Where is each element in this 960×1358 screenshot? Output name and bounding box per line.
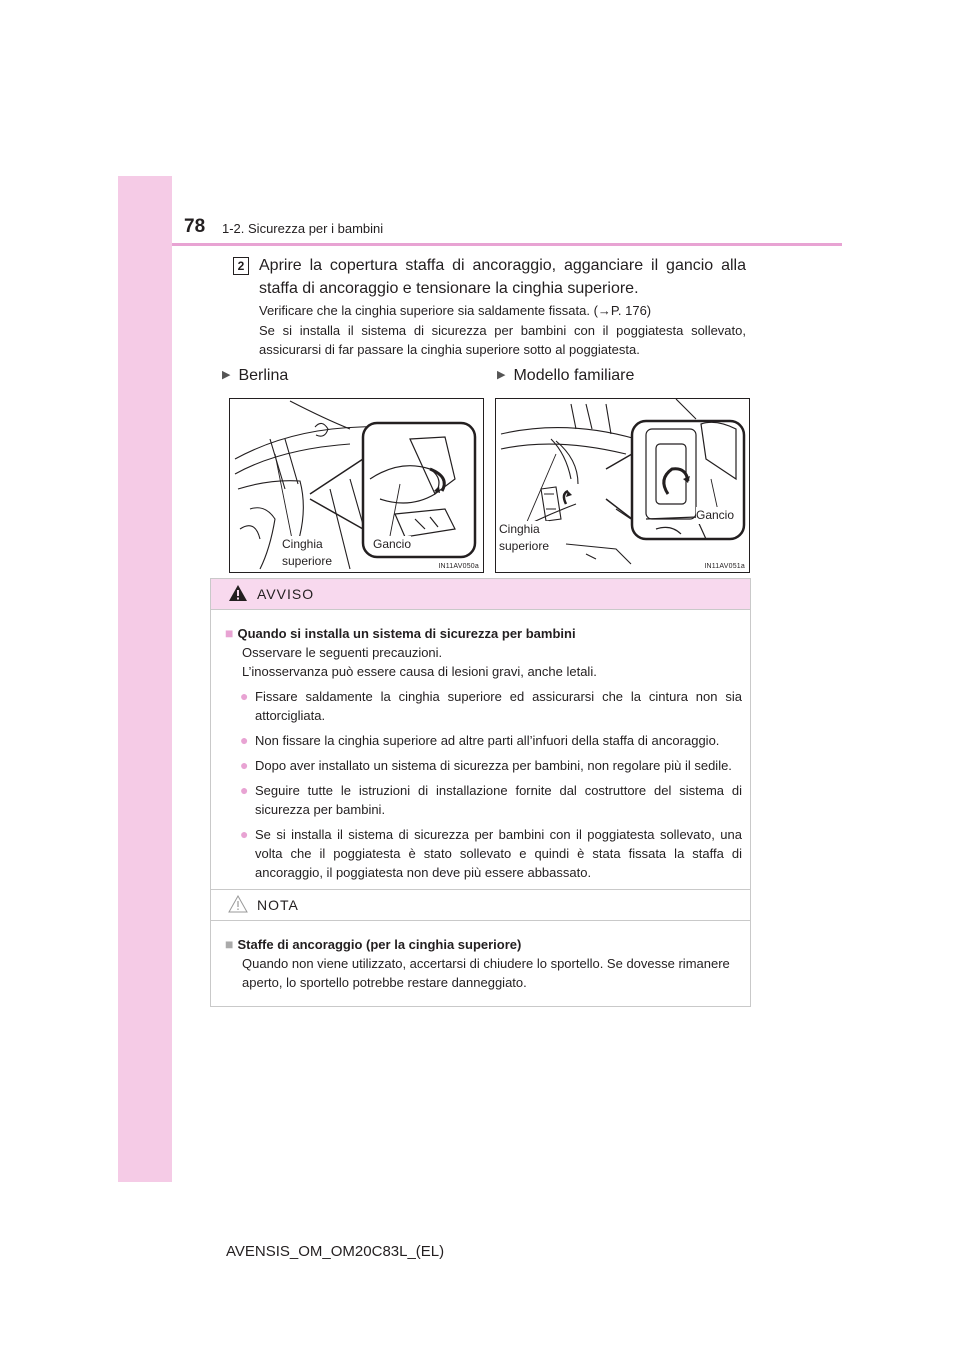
warning-title: AVVISO [257, 586, 315, 602]
step-number-badge: 2 [233, 257, 249, 275]
warning-bullet: ● Seguire tutte le istruzioni di installazione fornite dal costruttore del sistema di sicurezza per bambini. [240, 782, 742, 817]
figure-code: IN11AV050a [438, 563, 479, 570]
callout-top-strap: Cinghia superiore [282, 537, 333, 568]
warning-header [211, 579, 750, 610]
warning-heading: ■ Quando si installa un sistema di sicurezza per bambini [225, 625, 576, 641]
callout-hook: Gancio [373, 537, 412, 551]
header-divider [172, 243, 842, 246]
sedan-anchor-drawing [230, 399, 483, 572]
warning-triangle-icon [228, 584, 248, 602]
warning-line: L’inosservanza può essere causa di lesioni gravi, anche letali. [242, 664, 597, 679]
warning-line: Osservare le seguenti precauzioni. [242, 645, 443, 660]
caution-triangle-icon [228, 895, 248, 913]
step-note-1: Verificare che la cinghia superiore sia saldamente fissata. (→P. 176) [259, 303, 652, 318]
warning-bullet: ● Dopo aver installato un sistema di sicurezza per bambini, non regolare più il sedile. [240, 757, 732, 773]
notice-title: NOTA [257, 897, 299, 913]
callout-top-strap: Cinghia superiore [499, 522, 550, 553]
circle-bullet-icon: ● [240, 757, 249, 773]
notice-heading: ■ Staffe di ancoraggio (per la cinghia superiore) [225, 936, 522, 952]
square-bullet-icon: ■ [225, 625, 234, 641]
document-code: AVENSIS_OM_OM20C83L_(EL) [226, 1243, 445, 1260]
page-number: 78 [184, 216, 206, 237]
circle-bullet-icon: ● [240, 688, 249, 704]
section-title: 1-2. Sicurezza per i bambini [222, 221, 384, 236]
page-side-tab [118, 176, 172, 1182]
callout-hook: Gancio [696, 508, 735, 522]
circle-bullet-icon: ● [240, 782, 249, 798]
figure-label-sedan: ▶ Berlina [222, 367, 289, 384]
warning-box [210, 578, 751, 893]
step-note-2: Se si installa il sistema di sicurezza per bambini con il poggiatesta sollevato, assicurarsi di far passare la cinghia superiore sotto al poggiatesta. [259, 323, 746, 357]
square-bullet-icon: ■ [225, 936, 234, 952]
warning-bullet: ● Non fissare la cinghia superiore ad altre parti all’infuori della staffa di ancoraggio. [240, 732, 720, 748]
step-instruction: Aprire la copertura staffa di ancoraggio, agganciare il gancio alla staffa di ancoraggio e tensionare la cinghia superiore. [259, 257, 746, 297]
figure-wagon-illustration [495, 398, 750, 573]
notice-text: Quando non viene utilizzato, accertarsi di chiudere lo sportello. Se dovesse rimanere aperto, lo sportello potrebbe restare danneggiato. [242, 956, 730, 990]
circle-bullet-icon: ● [240, 826, 249, 842]
figure-label-wagon: ▶ Modello familiare [497, 367, 635, 384]
warning-bullet: ● Se si installa il sistema di sicurezza per bambini con il poggiatesta sollevato, una volta che il poggiatesta è stato sollevato e quindi è stata fissata la staffa di ancoraggio, il poggiatesta non deve più essere abbassato. [240, 826, 742, 880]
triangle-right-icon: ▶ [497, 369, 506, 381]
figure-code: IN11AV051a [704, 563, 745, 570]
circle-bullet-icon: ● [240, 732, 249, 748]
figure-sedan-illustration [229, 398, 484, 573]
triangle-right-icon: ▶ [222, 369, 231, 381]
warning-bullet: ● Fissare saldamente la cinghia superiore ed assicurarsi che la cintura non sia attorcigliata. [240, 688, 742, 723]
notice-box [210, 889, 751, 1007]
notice-header [211, 890, 750, 921]
